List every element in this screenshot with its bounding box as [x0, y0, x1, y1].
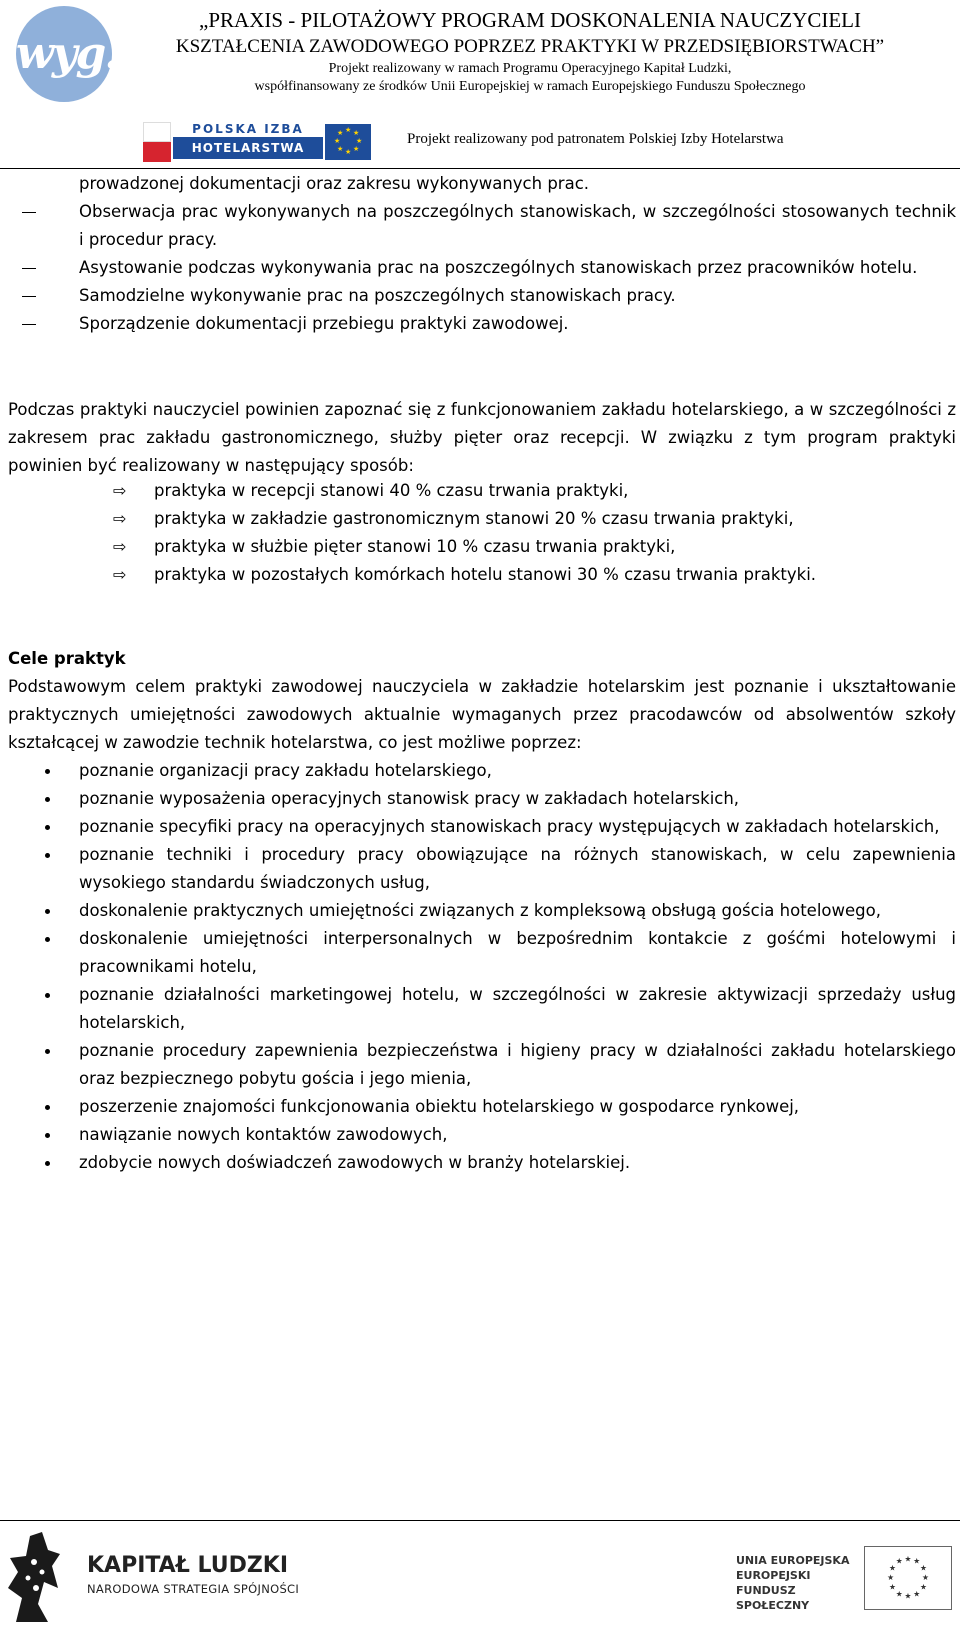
svg-text:★: ★: [895, 1589, 903, 1599]
list-item-text: doskonalenie umiejętności interpersonalnych w bezpośrednim kontakcie z gośćmi hotelowymi i pracownikami hotelu,: [79, 929, 956, 976]
list-item: [0, 533, 960, 561]
bullet-icon: [45, 1105, 50, 1110]
list-item-text: praktyka w recepcji stanowi 40 % czasu trwania praktyki,: [154, 481, 629, 500]
kapital-ludzki-subtitle: NARODOWA STRATEGIA SPÓJNOŚCI: [87, 1582, 300, 1596]
list-item: [0, 1093, 960, 1121]
eu-stars-icon: ★ ★ ★ ★ ★ ★ ★ ★: [325, 124, 371, 160]
list-item: [0, 813, 960, 841]
goals-paragraph: Podstawowym celem praktyki zawodowej nauczyciela w zakładzie hotelarskim jest poznanie i ukształtowanie praktycznych umiejętności zawodowych aktualnie wymaganych przez pracodawców od absolwentów szkoły kształcącej w zawodzie technik hotelarstwa, co jest możliwe poprzez:: [8, 677, 956, 752]
list-item: [0, 198, 960, 254]
bullet-icon: [45, 909, 50, 914]
footer-divider: [0, 1520, 960, 1521]
dash-icon: [22, 324, 36, 325]
list-item-text: poznanie specyfiki pracy na operacyjnych stanowiskach pracy występujących w zakładach hotelarskich,: [79, 817, 940, 836]
svg-text:★: ★: [920, 1563, 927, 1573]
list-item: [0, 477, 960, 505]
list-item-text: Obserwacja prac wykonywanych na poszczególnych stanowiskach, w szczególności stosowanych technik i procedur pracy.: [79, 202, 956, 249]
svg-text:★: ★: [889, 1582, 896, 1592]
list-item: [0, 757, 960, 785]
svg-text:★: ★: [904, 1554, 912, 1564]
list-item-text: poznanie działalności marketingowej hotelu, w szczególności w zakresie aktywizacji sprzedaży usług hotelarskich,: [79, 985, 956, 1032]
list-item-text: Asystowanie podczas wykonywania prac na poszczególnych stanowiskach przez pracowników hotelu.: [79, 258, 918, 277]
patronage-note: Projekt realizowany pod patronatem Polskiej Izby Hotelarstwa: [407, 131, 784, 147]
list-item-text: praktyka w służbie pięter stanowi 10 % czasu trwania praktyki,: [154, 537, 676, 556]
pih-logo-top-text: POLSKA IZBA: [192, 122, 304, 136]
header-subtitle-line2: współfinansowany ze środków Unii Europejskiej w ramach Europejskiego Funduszu Społecznego: [254, 79, 806, 94]
outline-right-arrow-icon: ⇨: [113, 537, 127, 556]
list-item: [0, 981, 960, 1037]
dash-icon: [22, 268, 36, 269]
poland-flag-red: [143, 142, 171, 162]
list-item-text: Samodzielne wykonywanie prac na poszczególnych stanowiskach pracy.: [79, 286, 676, 305]
svg-text:★: ★: [920, 1582, 927, 1592]
list-item: [0, 310, 960, 338]
list-item: [0, 925, 960, 981]
bullet-icon: [45, 1049, 50, 1054]
list-item: [0, 1149, 960, 1177]
svg-text:★: ★: [913, 1589, 921, 1599]
header-subtitle-line1: Projekt realizowany w ramach Programu Operacyjnego Kapitał Ludzki,: [328, 61, 732, 76]
header-divider: [0, 168, 960, 169]
bullet-icon: [45, 797, 50, 802]
dash-icon: [22, 296, 36, 297]
list-item-text: poszerzenie znajomości funkcjonowania obiektu hotelarskiego w gospodarce rynkowej,: [79, 1097, 800, 1116]
svg-text:★: ★: [889, 1563, 896, 1573]
wyg-logo-text: wyg.: [16, 28, 118, 79]
bullet-icon: [45, 1161, 50, 1166]
eu-fund-label: [736, 1553, 856, 1613]
header-title-line1: „PRAXIS - PILOTAŻOWY PROGRAM DOSKONALENIA NAUCZYCIELI: [199, 8, 861, 32]
list-item: [0, 170, 960, 198]
list-item-text: praktyka w zakładzie gastronomicznym stanowi 20 % czasu trwania praktyki,: [154, 509, 794, 528]
outline-right-arrow-icon: ⇨: [113, 509, 127, 528]
list-item: [0, 1121, 960, 1149]
list-item-text: zdobycie nowych doświadczeń zawodowych w branży hotelarskiej.: [79, 1153, 631, 1172]
list-item: [0, 785, 960, 813]
list-item: [0, 282, 960, 310]
section-heading: Cele praktyk: [8, 649, 126, 668]
eu-label-line1: UNIA EUROPEJSKA: [736, 1554, 850, 1567]
poland-flag-white: [143, 122, 171, 142]
list-item-text: poznanie procedury zapewnienia bezpieczeństwa i higieny pracy w działalności zakładu hotelarskiego oraz bezpiecznego pobytu gościa i jego mienia,: [79, 1041, 956, 1088]
eu-flag-icon: [864, 1546, 952, 1610]
outline-right-arrow-icon: ⇨: [113, 565, 127, 584]
eu-label-line2: EUROPEJSKI: [736, 1569, 811, 1582]
bullet-icon: [45, 853, 50, 858]
list-item-text: Sporządzenie dokumentacji przebiegu praktyki zawodowej.: [79, 314, 569, 333]
dash-icon: [22, 212, 36, 213]
pih-logo-bottom-text: HOTELARSTWA: [173, 137, 323, 159]
list-item: [0, 841, 960, 897]
list-item-text: poznanie techniki i procedury pracy obowiązujące na różnych stanowiskach, w celu zapewnienia wysokiego standardu świadczonych usług,: [79, 845, 956, 892]
eu-label-line3: FUNDUSZ SPOŁECZNY: [736, 1584, 810, 1612]
svg-text:★: ★: [913, 1556, 921, 1566]
svg-text:★: ★: [921, 1572, 929, 1582]
goals-list: [0, 757, 960, 1177]
bullet-icon: [45, 769, 50, 774]
list-item: [0, 897, 960, 925]
time-split-list: [0, 477, 960, 589]
kapital-ludzki-logo-icon: [8, 1532, 60, 1622]
activities-list: [0, 170, 960, 338]
pih-logo: [143, 122, 371, 162]
outline-right-arrow-icon: ⇨: [113, 481, 127, 500]
bullet-icon: [45, 1133, 50, 1138]
bullet-icon: [45, 825, 50, 830]
list-item-text: doskonalenie praktycznych umiejętności związanych z kompleksową obsługą gościa hotelowego,: [79, 901, 881, 920]
list-item-text: nawiązanie nowych kontaktów zawodowych,: [79, 1125, 448, 1144]
svg-text:★: ★: [895, 1556, 903, 1566]
header-title-line2: KSZTAŁCENIA ZAWODOWEGO POPRZEZ PRAKTYKI W PRZEDSIĘBIORSTWACH”: [175, 36, 885, 57]
bullet-icon: [45, 993, 50, 998]
list-item-text: poznanie wyposażenia operacyjnych stanowisk pracy w zakładach hotelarskich,: [79, 789, 740, 808]
bullet-icon: [45, 937, 50, 942]
list-item: [0, 254, 960, 282]
intro-paragraph: Podczas praktyki nauczyciel powinien zapoznać się z funkcjonowaniem zakładu hotelarskiego, a w szczególności z zakresem prac zakładu gastronomicznego, służby pięter oraz recepcji. W związku z tym program praktyki powinien być realizowany w następujący sposób:: [8, 400, 956, 475]
list-item-text: praktyka w pozostałych komórkach hotelu stanowi 30 % czasu trwania praktyki.: [154, 565, 817, 584]
list-item: [0, 561, 960, 589]
svg-text:★: ★: [887, 1572, 895, 1582]
wyg-logo: [16, 6, 118, 102]
list-item: [0, 1037, 960, 1093]
list-item-text: poznanie organizacji pracy zakładu hotelarskiego,: [79, 761, 492, 780]
kapital-ludzki-title: KAPITAŁ LUDZKI: [87, 1553, 289, 1578]
list-item-text: prowadzonej dokumentacji oraz zakresu wykonywanych prac.: [79, 174, 590, 193]
svg-text:★: ★: [904, 1591, 912, 1601]
list-item: [0, 505, 960, 533]
